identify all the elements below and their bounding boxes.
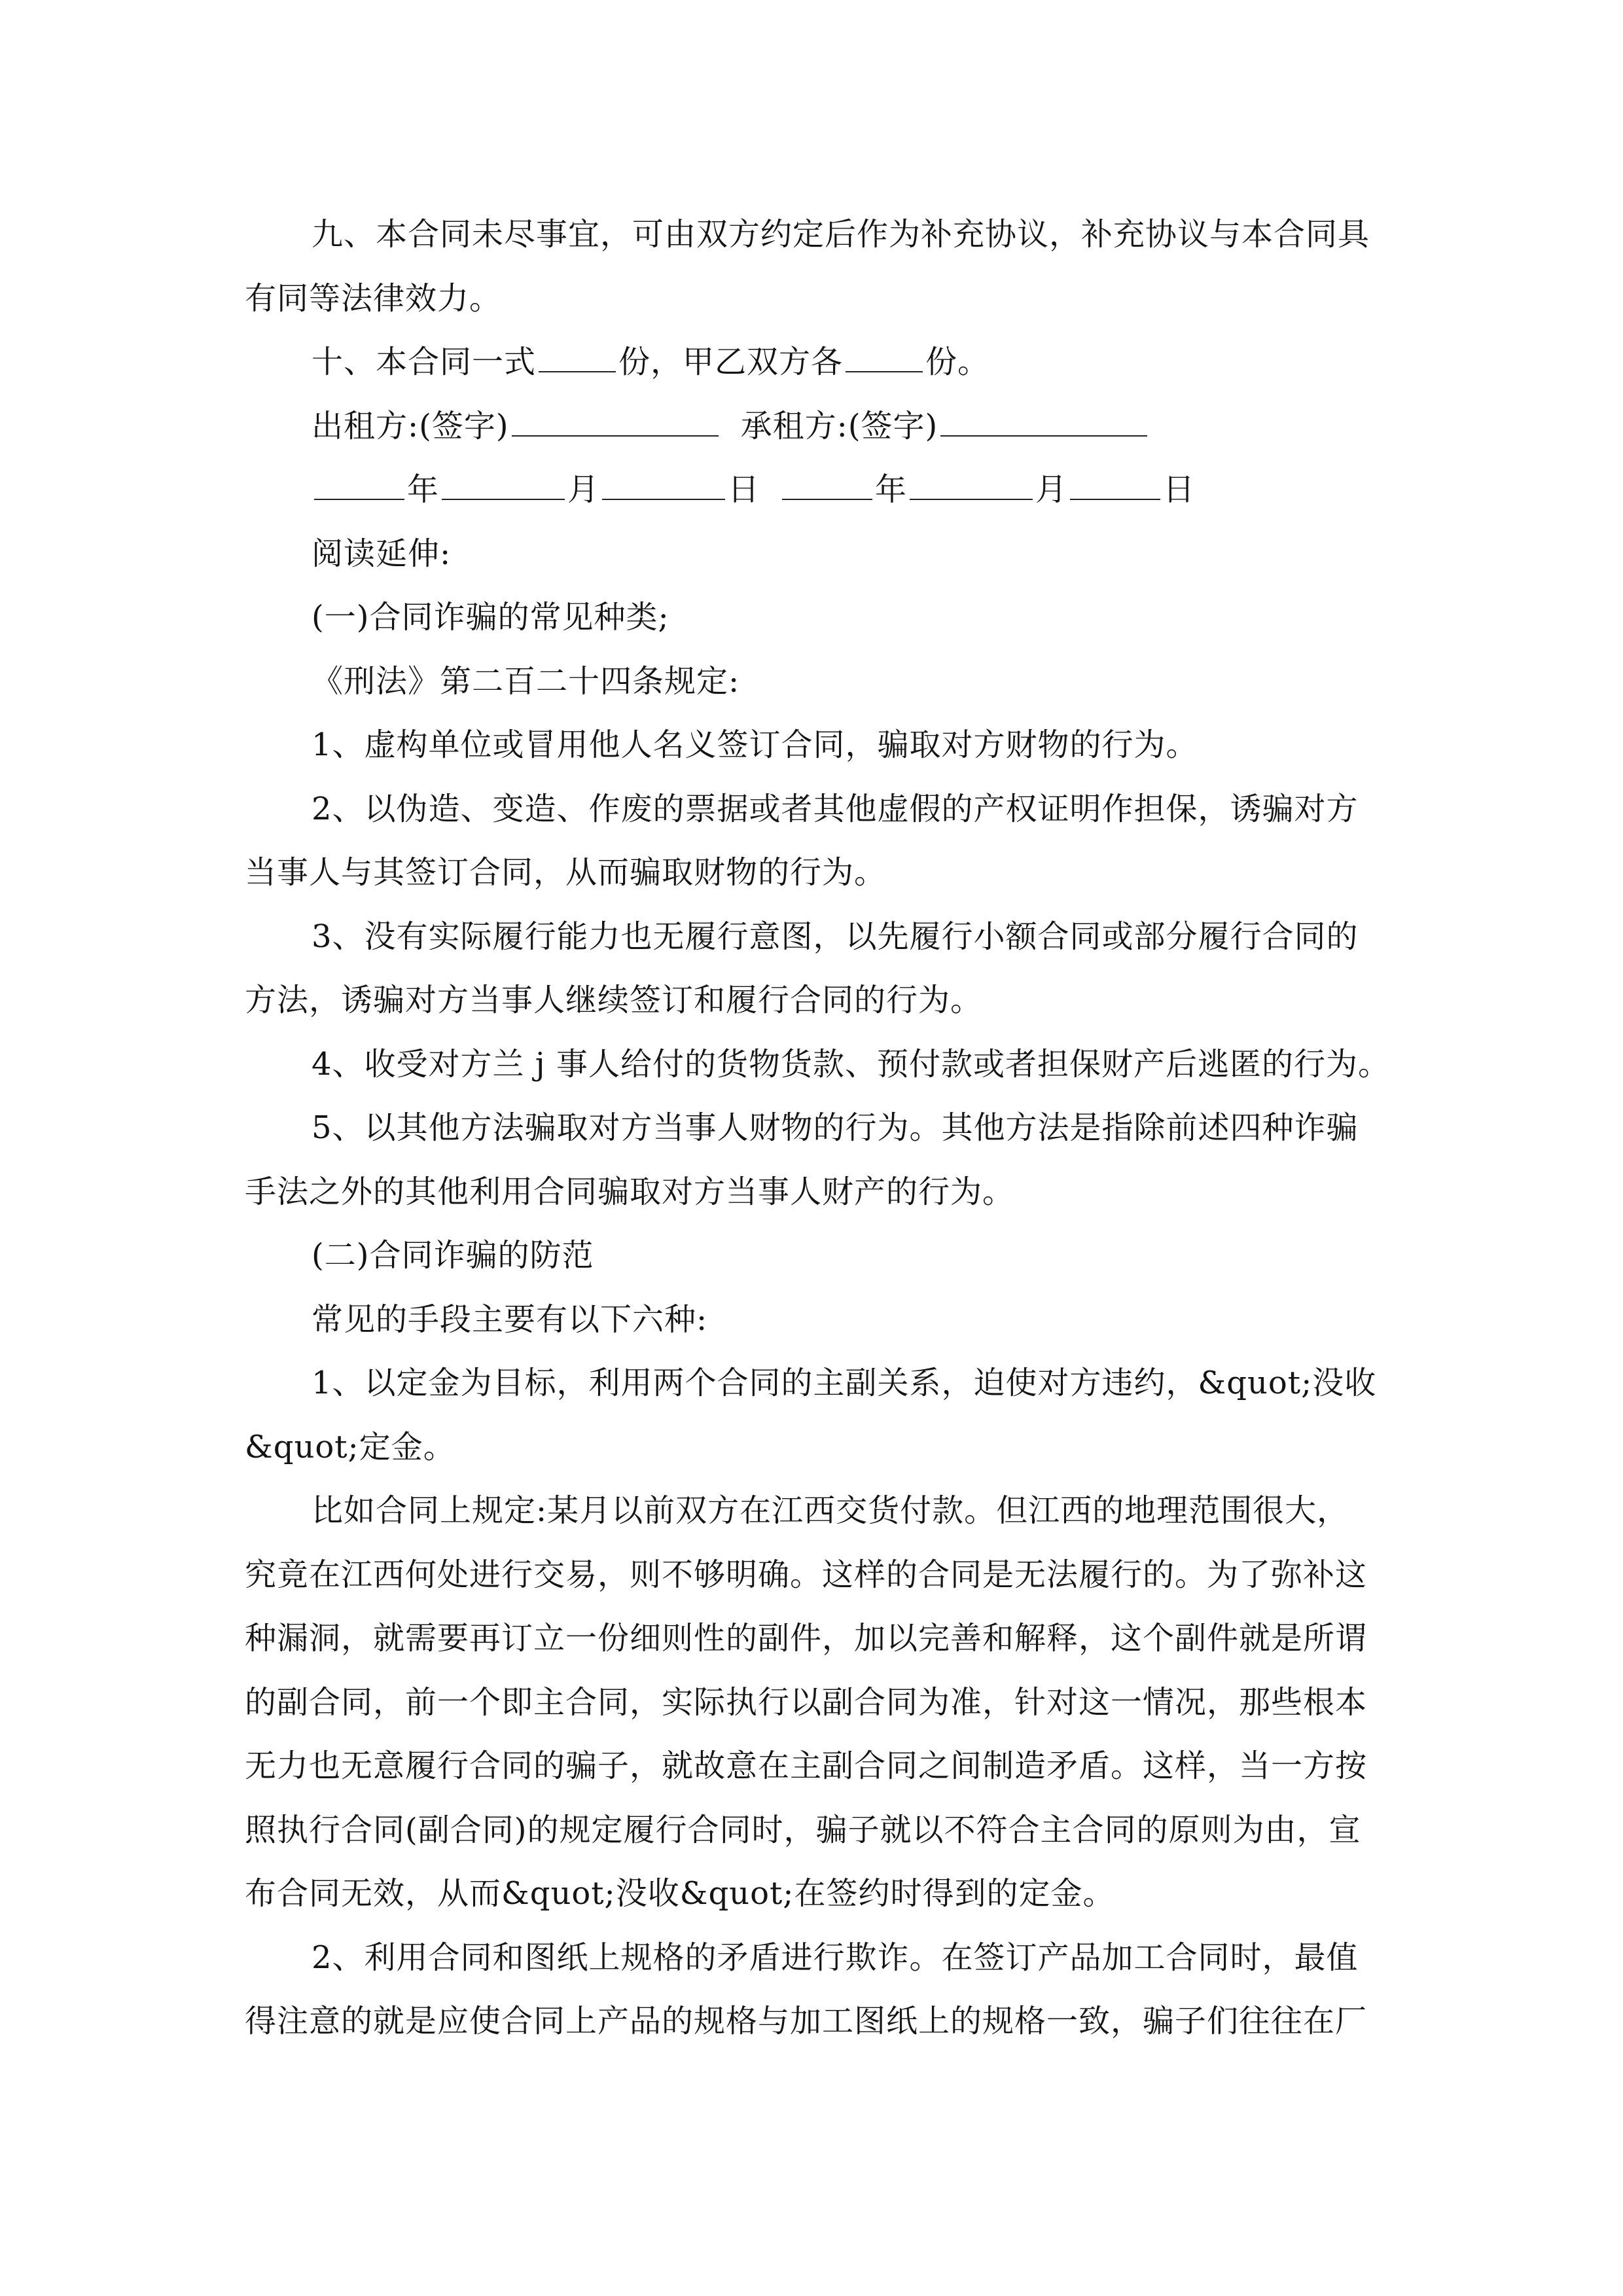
paragraph-line: 当事人与其签订合同，从而骗取财物的行为。 — [245, 854, 887, 891]
paragraph-line: 阅读延伸: — [312, 535, 452, 572]
paragraph-line: 2、利用合同和图纸上规格的矛盾进行欺诈。在签订产品加工合同时，最值 — [312, 1939, 1359, 1976]
paragraph-line: 1、虚构单位或冒用他人名义签订合同，骗取对方财物的行为。 — [312, 726, 1198, 763]
date-row — [245, 458, 1377, 522]
paragraph-line: 1、以定金为目标，利用两个合同的主副关系，迫使对方违约，&quot;没收 — [312, 1365, 1377, 1401]
lessee-year-label: 年 — [875, 471, 908, 508]
paragraph-line: 手法之外的其他利用合同骗取对方当事人财产的行为。 — [245, 1173, 1015, 1210]
paragraph-line: (一)合同诈骗的常见种类; — [312, 599, 669, 636]
clause-ten-prefix: 十、本合同一式 — [312, 344, 537, 380]
clause-ten — [245, 331, 1377, 395]
copies-each-blank — [846, 345, 923, 372]
paragraph-line: 九、本合同未尽事宜，可由双方约定后作为补充协议，补充协议与本合同具 — [312, 216, 1370, 253]
paragraph-line: 究竟在江西何处进行交易，则不够明确。这样的合同是无法履行的。为了弥补这 — [245, 1556, 1368, 1593]
lessee-year-blank — [782, 473, 872, 500]
paragraph-line: 种漏洞，就需要再订立一份细则性的副件，加以完善和解释，这个副件就是所谓 — [245, 1620, 1368, 1657]
lessor-year-blank — [314, 473, 404, 500]
paragraph-line: 4、收受对方兰 j 事人给付的货物货款、预付款或者担保财产后逃匿的行为。 — [312, 1045, 1390, 1083]
lessee-signature-label: 承租方:(签字) — [740, 407, 938, 444]
paragraph-line: 2、以伪造、变造、作废的票据或者其他虚假的产权证明作担保，诱骗对方 — [312, 790, 1359, 827]
paragraph-line: 比如合同上规定:某月以前双方在江西交货付款。但江西的地理范围很大， — [312, 1492, 1349, 1529]
paragraph-line: 得注意的就是应使合同上产品的规格与加工图纸上的规格一致，骗子们往往在厂 — [245, 2003, 1368, 2039]
lessor-signature-blank — [512, 409, 719, 437]
paragraph-line: 方法，诱骗对方当事人继续签订和履行合同的行为。 — [245, 982, 983, 1018]
paragraph-line: 无力也无意履行合同的骗子，就故意在主副合同之间制造矛盾。这样，当一方按 — [245, 1748, 1368, 1784]
clause-ten-suffix: 份。 — [925, 344, 990, 380]
lessee-signature-blank — [940, 409, 1147, 437]
paragraph-line: (二)合同诈骗的防范 — [312, 1237, 594, 1274]
clause-ten-middle: 份，甲乙双方各 — [618, 344, 844, 380]
lessor-day-label: 日 — [728, 471, 760, 508]
lessor-signature-label: 出租方:(签字) — [312, 407, 509, 444]
paragraph-line: &quot;定金。 — [245, 1428, 455, 1465]
lessor-month-label: 月 — [567, 471, 600, 508]
paragraph-line: 《刑法》第二百二十四条规定: — [312, 662, 740, 700]
body-text — [245, 522, 1390, 2054]
lessor-month-blank — [442, 473, 565, 500]
lessee-day-blank — [1070, 473, 1160, 500]
signature-row — [245, 395, 1377, 459]
copies-total-blank — [539, 345, 616, 372]
lessee-month-label: 月 — [1035, 471, 1068, 508]
paragraph-line: 的副合同，前一个即主合同，实际执行以副合同为准，针对这一情况，那些根本 — [245, 1683, 1368, 1721]
paragraph-line: 常见的手段主要有以下六种: — [312, 1300, 708, 1338]
lessor-day-blank — [602, 473, 725, 500]
paragraph-line: 3、没有实际履行能力也无履行意图，以先履行小额合同或部分履行合同的 — [312, 918, 1359, 955]
document-body — [245, 203, 1390, 2054]
lessee-day-label: 日 — [1163, 471, 1196, 508]
paragraph-line: 照执行合同(副合同)的规定履行合同时，骗子就以不符合主合同的原则为由，宣 — [245, 1811, 1361, 1848]
lessor-year-label: 年 — [407, 471, 440, 508]
lessee-month-blank — [910, 473, 1033, 500]
paragraph-line: 有同等法律效力。 — [245, 279, 502, 317]
paragraph-line: 布合同无效，从而&quot;没收&quot;在签约时得到的定金。 — [245, 1875, 1115, 1912]
paragraph-line: 5、以其他方法骗取对方当事人财物的行为。其他方法是指除前述四种诈骗 — [312, 1109, 1359, 1146]
